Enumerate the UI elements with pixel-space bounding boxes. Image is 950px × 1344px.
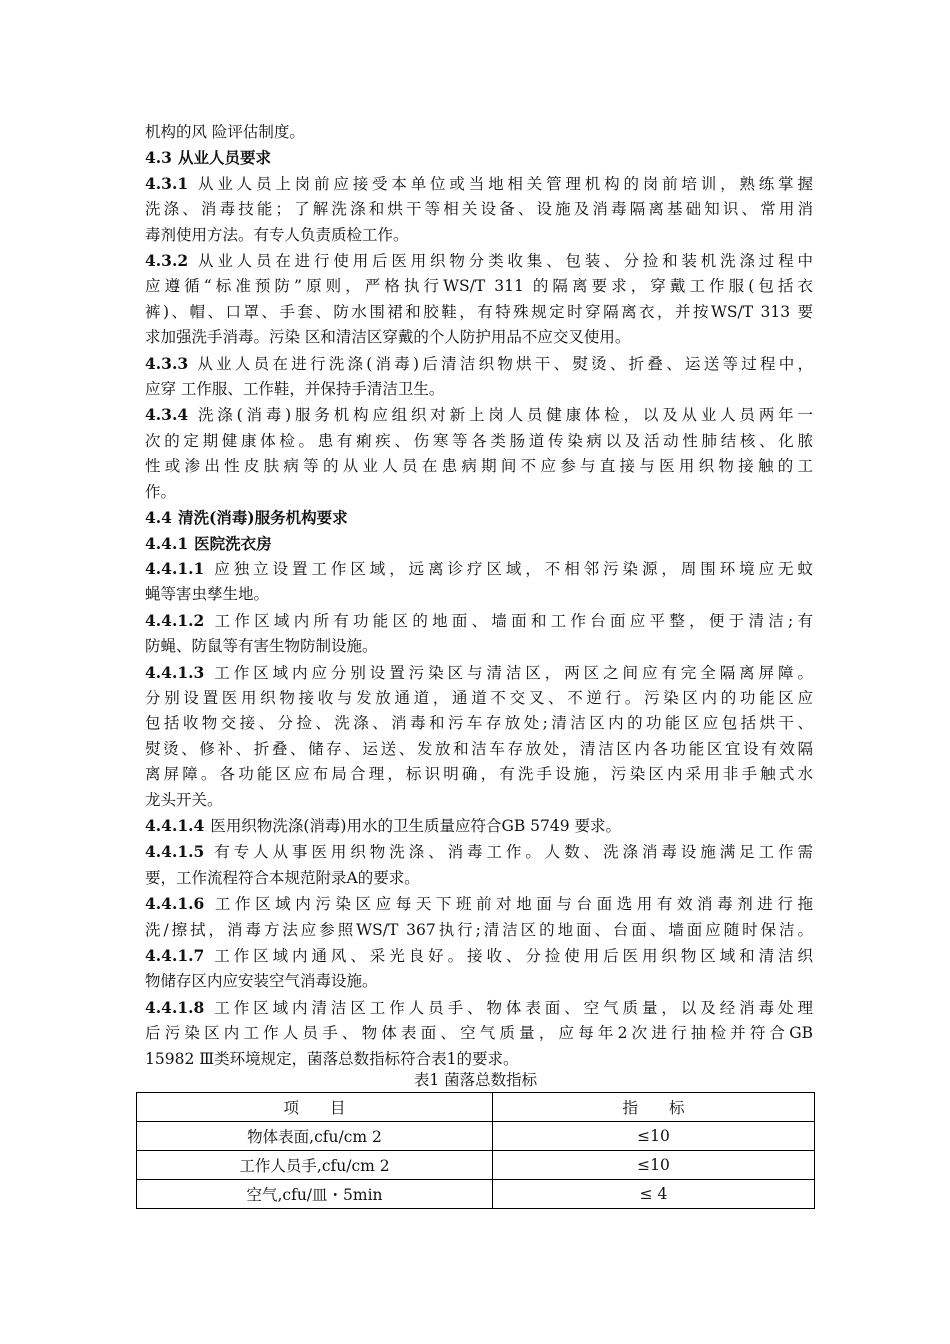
- line-text: 离屏障。各功能区应布局合理，标识明确，有洗手设施，污染区内采用非手触式水: [145, 765, 813, 784]
- clause-number: 4.3.3: [145, 353, 189, 373]
- line-text: 防蝇、防鼠等有害生物防制设施。: [145, 637, 378, 656]
- text-line: [145, 197, 813, 222]
- text-line: [145, 943, 813, 969]
- line-text: 应穿 工作服、工作鞋，并保持手清洁卫生。: [145, 380, 445, 399]
- text-line: [145, 325, 813, 350]
- table-header-item: 项 目: [137, 1093, 493, 1122]
- line-text: 工作区域内清洁区工作人员手、物体表面、空气质量，以及经消毒处理: [210, 998, 813, 1017]
- text-line: [145, 223, 813, 248]
- line-text: 应遵循“标准预防”原则，严格执行WS/T 311 的隔离要求，穿戴工作服(包括衣: [145, 277, 813, 296]
- text-line: [145, 429, 813, 454]
- text-line: [145, 351, 813, 377]
- clause-number: 4.3.2: [145, 251, 189, 271]
- document-body: [145, 120, 813, 1072]
- line-text: 物储存区内应安装空气消毒设施。: [145, 972, 378, 991]
- line-text: 有专人从事医用织物洗涤、消毒工作。人数、洗涤消毒设施满足工作需: [210, 843, 813, 862]
- line-text: 应独立设置工作区域，远离诊疗区域，不相邻污染源，周围环境应无蚊: [210, 559, 813, 578]
- text-line: [145, 582, 813, 607]
- line-text: 工作区域内所有功能区的地面、墙面和工作台面应平整，便于清洁;有: [210, 611, 813, 630]
- line-text: 从业人员在进行使用后医用织物分类收集、包装、分捡和装机洗涤过程中: [194, 252, 813, 271]
- text-line: [145, 839, 813, 865]
- line-text: 包括收物交接、分捡、洗涤、消毒和污车存放处;清洁区内的功能区应包括烘干、: [145, 714, 813, 733]
- line-text: 从业人员上岗前应接受本单位或当地相关管理机构的岗前培训，熟练掌握: [194, 174, 813, 193]
- line-text: 蝇等害虫孳生地。: [145, 585, 270, 604]
- line-text: 裤)、帽、口罩、手套、防水围裙和胶鞋，有特殊规定时穿隔离衣，并按WS/T 313 要: [145, 302, 813, 321]
- clause-number: 4.4: [145, 508, 172, 528]
- text-line: [145, 660, 813, 686]
- table-caption: 表1 菌落总数指标: [413, 1071, 538, 1089]
- section-heading: [145, 505, 813, 530]
- line-text: 医用织物洗涤(消毒)用水的卫生质量应符合GB 5749 要求。: [210, 816, 622, 835]
- table-cell-value: ≤10: [493, 1122, 815, 1151]
- line-text: 机构的风 险评估制度。: [145, 123, 305, 141]
- clause-number: 4.4.1.3: [145, 662, 205, 682]
- line-text: 工作区域内通风、采光良好。接收、分捡使用后医用织物区域和清洁织: [210, 947, 813, 965]
- text-line: [145, 377, 813, 402]
- clause-number: 4.4.1.6: [145, 894, 205, 914]
- line-text: 洗涤、消毒技能；了解洗涤和烘干等相关设备、设施及消毒隔离基础知识、常用消: [145, 200, 813, 219]
- text-line: [145, 608, 813, 634]
- text-line: [145, 711, 813, 736]
- clause-number: 4.3.1: [145, 173, 189, 193]
- table-header-row: [137, 1093, 815, 1122]
- text-line: [145, 788, 813, 813]
- line-text: 从业人员在进行洗涤(消毒)后清洁织物烘干、熨烫、折叠、运送等过程中，: [194, 354, 813, 373]
- table-row: [137, 1122, 815, 1151]
- text-line: [145, 918, 813, 943]
- clause-number: 4.4.1.8: [145, 997, 205, 1017]
- line-text: 性或渗出性皮肤病等的从业人员在患病期间不应参与直接与医用织物接触的工: [145, 457, 813, 476]
- clause-number: 4.3.4: [145, 405, 189, 425]
- text-line: [145, 454, 813, 479]
- colony-count-table: [136, 1068, 815, 1209]
- text-line: [145, 891, 813, 917]
- text-line: [145, 686, 813, 711]
- clause-number: 4.4.1.2: [145, 610, 205, 630]
- line-text: 洗涤(消毒)服务机构应组织对新上岗人员健康体检，以及从业人员两年一: [194, 406, 813, 425]
- text-line: [145, 969, 813, 994]
- clause-number: 4.4.1.1: [145, 558, 205, 578]
- clause-number: 4.4.1.5: [145, 842, 205, 862]
- text-line: [145, 995, 813, 1021]
- clause-number: 4.4.1.4: [145, 815, 205, 835]
- text-line: [145, 737, 813, 762]
- table-cell-value: ≤10: [493, 1151, 815, 1180]
- text-line: [145, 866, 813, 891]
- line-text: 清洗(消毒)服务机构要求: [177, 508, 348, 528]
- line-text: 龙头开关。: [145, 790, 223, 809]
- line-text: 后污染区内工作人员手、物体表面、空气质量，应每年2次进行抽检并符合GB: [145, 1024, 813, 1043]
- table-header-value: 指 标: [493, 1093, 815, 1122]
- table-row: [137, 1151, 815, 1180]
- text-line: [145, 762, 813, 787]
- text-line: [145, 480, 813, 505]
- line-text: 从业人员要求: [177, 148, 271, 168]
- line-text: 工作区域内应分别设置污染区与清洁区，两区之间应有完全隔离屏障。: [210, 663, 813, 682]
- line-text: 熨烫、修补、折叠、储存、运送、发放和洁车存放处，清洁区内各功能区宜设有效隔: [145, 739, 813, 758]
- line-text: 求加强洗手消毒。污染 区和清洁区穿戴的个人防护用品不应交叉使用。: [145, 328, 631, 347]
- table-cell-value: ≤ 4: [493, 1180, 815, 1209]
- line-text: 工作区域内污染区应每天下班前对地面与台面选用有效消毒剂进行拖: [210, 895, 813, 914]
- table-cell-item: 空气,cfu/皿・5min: [137, 1180, 493, 1209]
- text-line: [145, 402, 813, 428]
- clause-number: 4.4.1.7: [145, 946, 205, 965]
- table-cell-item: 工作人员手,cfu/cm 2: [137, 1151, 493, 1180]
- line-text: 作。: [145, 482, 177, 501]
- line-text: 洗/擦拭，消毒方法应参照WS/T 367执行;清洁区的地面、台面、墙面应随时保洁。: [145, 920, 813, 939]
- text-line: [145, 120, 813, 145]
- line-text: 医院洗衣房: [194, 533, 272, 553]
- line-text: 要，工作流程符合本规范附录A的要求。: [145, 868, 420, 887]
- text-line: [145, 813, 813, 839]
- table-row: [137, 1180, 815, 1209]
- section-heading: [145, 145, 813, 170]
- text-line: [145, 300, 813, 325]
- text-line: [145, 274, 813, 299]
- text-line: [145, 556, 813, 582]
- text-line: [145, 634, 813, 659]
- section-heading: [145, 531, 813, 556]
- line-text: 毒剂使用方法。有专人负责质检工作。: [145, 225, 409, 244]
- text-line: [145, 248, 813, 274]
- table-cell-item: 物体表面,cfu/cm 2: [137, 1122, 493, 1151]
- line-text: 次的定期健康体检。患有痢疾、伤寒等各类肠道传染病以及活动性肺结核、化脓: [145, 431, 813, 450]
- clause-number: 4.3: [145, 148, 172, 168]
- text-line: [145, 1021, 813, 1046]
- clause-number: 4.4.1: [145, 533, 189, 553]
- line-text: 分别设置医用织物接收与发放通道，通道不交叉、不逆行。污染区内的功能区应: [145, 688, 813, 707]
- text-line: [145, 171, 813, 197]
- line-text: 15982 Ⅲ类环境规定，菌落总数指标符合表1的要求。: [145, 1049, 519, 1068]
